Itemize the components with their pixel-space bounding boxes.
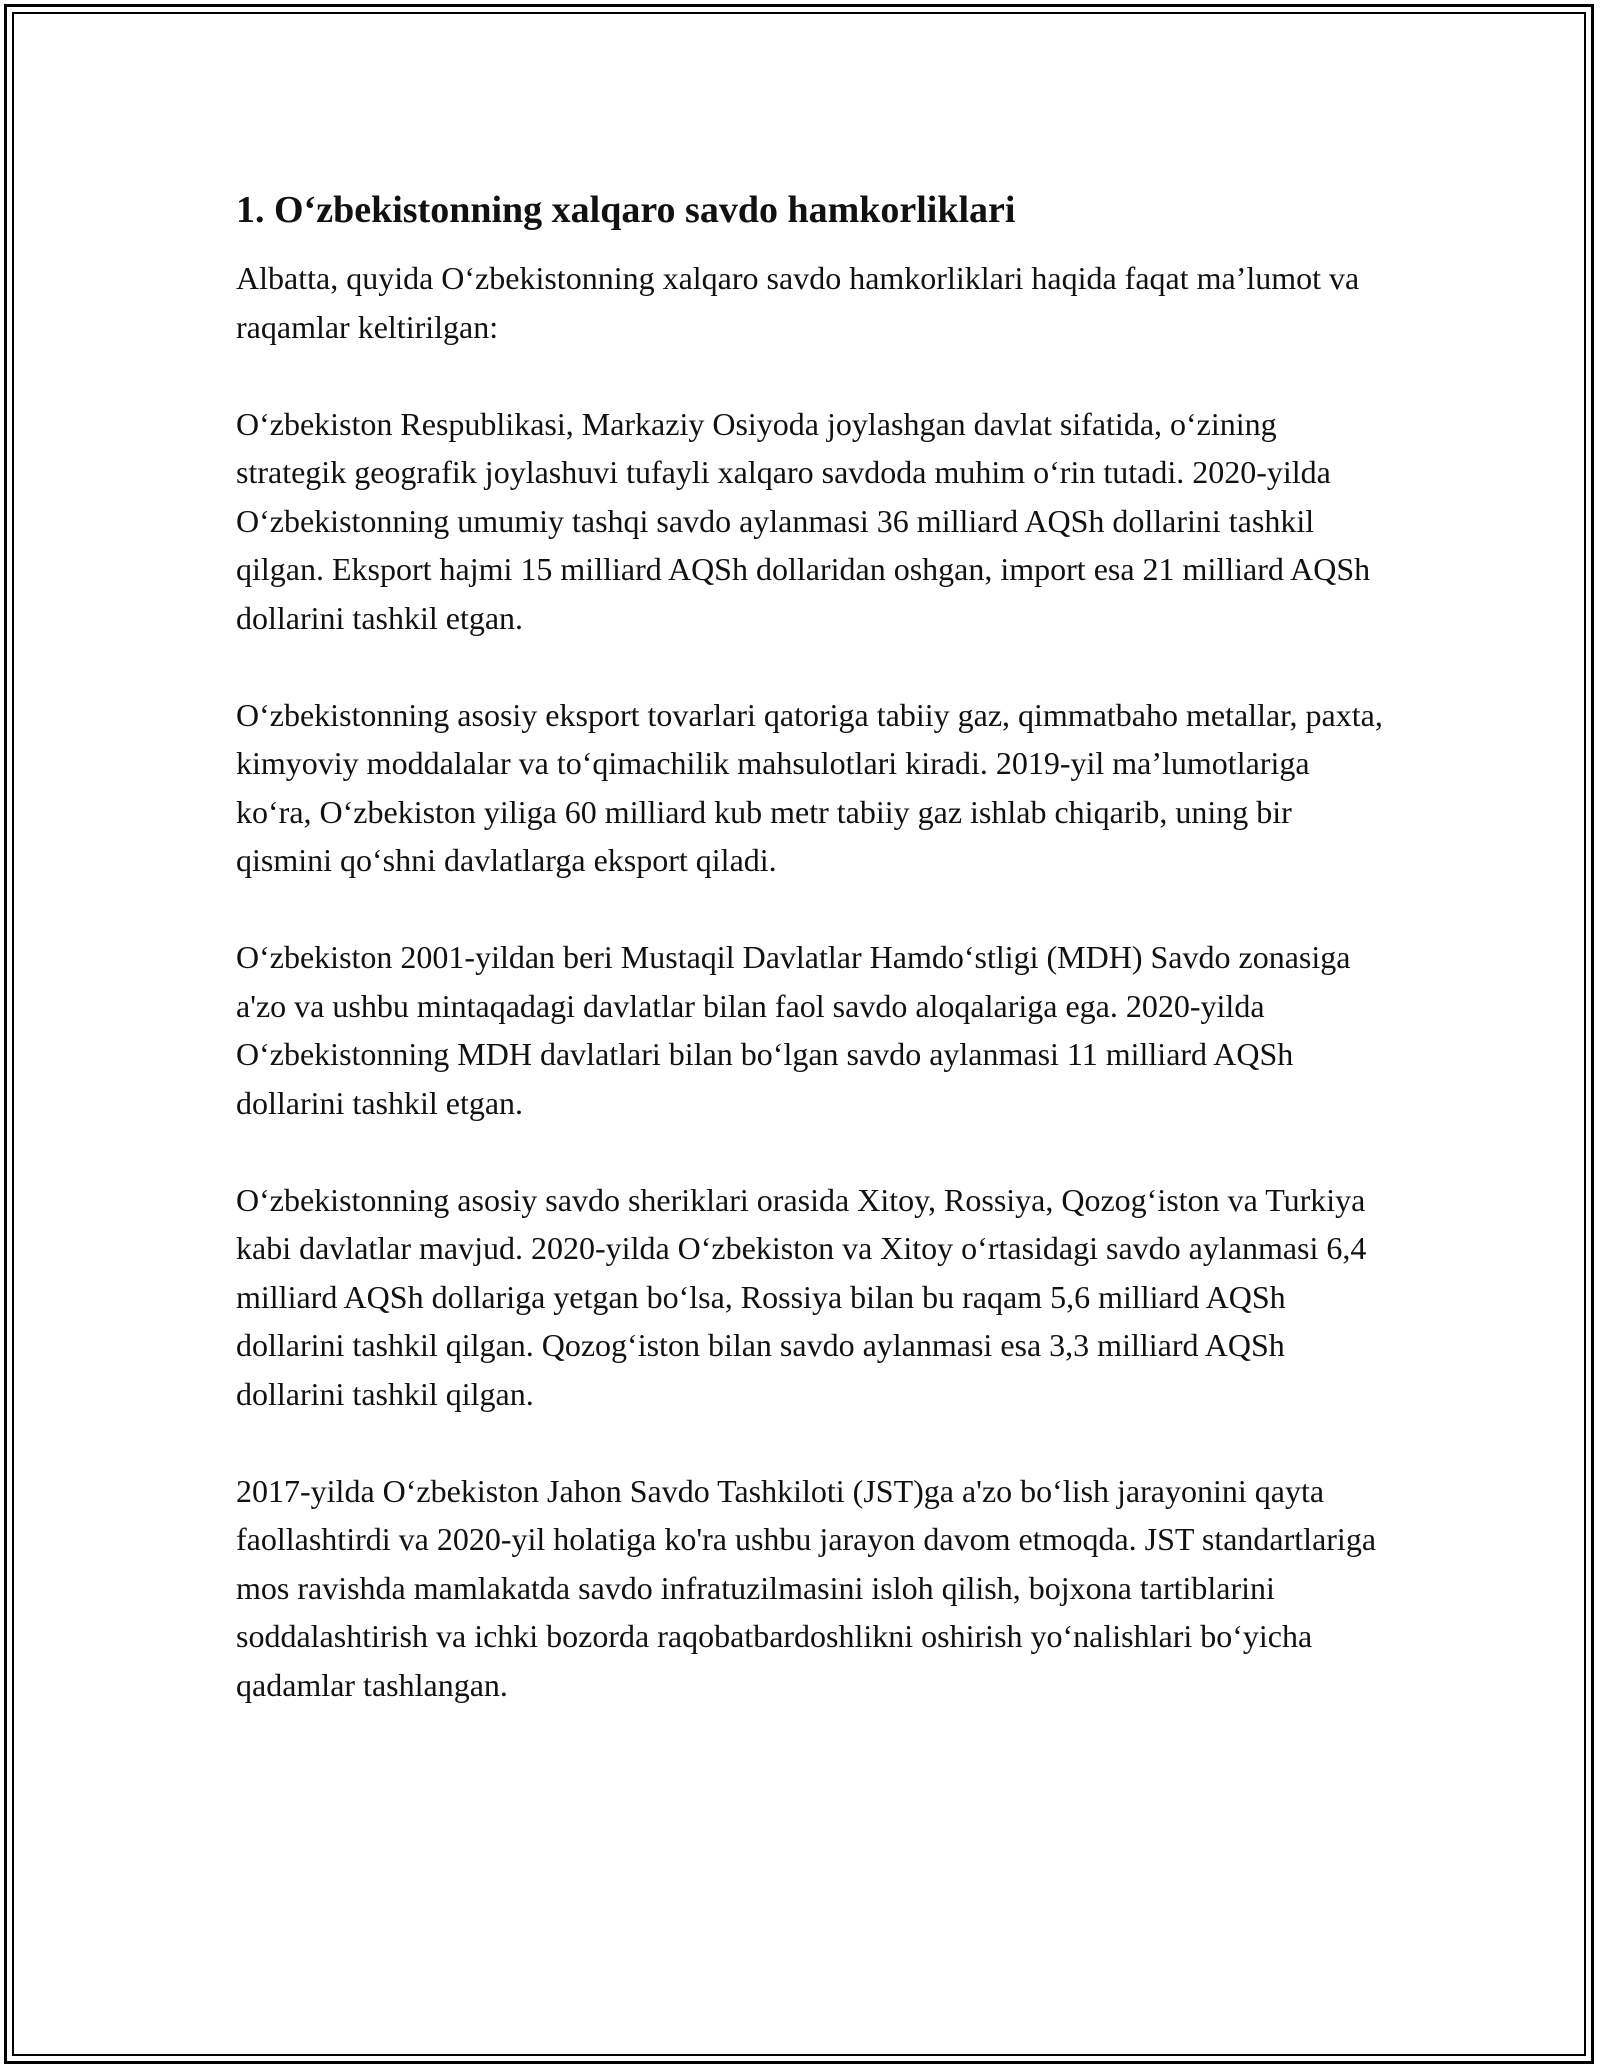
- paragraph-intro: Albatta, quyida O‘zbekistonning xalqaro savdo hamkorliklari haqida faqat ma’lumot va raqamlar keltirilgan:: [236, 260, 1360, 345]
- paragraph-wto: 2017-yilda O‘zbekiston Jahon Savdo Tashkiloti (JST)ga a'zo bo‘lish jarayonini qayta faollashtirdi va 2020-yil holatiga ko'ra ushbu jarayon davom etmoqda. JST standartlariga mos ravishda mamlakatda savdo infratuzilmasini isloh qilish, bojxona tartiblarini soddalashtirish va ichki bozorda raqobatbardoshlikni oshirish yo‘nalishlari bo‘yicha qadamlar tashlangan.: [236, 1472, 1377, 1703]
- document-body: [236, 186, 1386, 1758]
- paragraph-cis-trade: O‘zbekiston 2001-yildan beri Mustaqil Davlatlar Hamdo‘stligi (MDH) Savdo zonasiga a'zo va ushbu mintaqadagi davlatlar bilan faol savdo aloqalariga ega. 2020-yilda O‘zbekistonning MDH davlatlari bilan bo‘lgan savdo aylanmasi 11 milliard AQSh dollarini tashkil etgan.: [236, 939, 1351, 1121]
- document-title: 1. O‘zbekistonning xalqaro savdo hamkorliklari: [236, 189, 1016, 231]
- paragraph-trade-overview: O‘zbekiston Respublikasi, Markaziy Osiyoda joylashgan davlat sifatida, o‘zining strategik geografik joylashuvi tufayli xalqaro savdoda muhim o‘rin tutadi. 2020-yilda O‘zbekistonning umumiy tashqi savdo aylanmasi 36 milliard AQSh dollarini tashkil qilgan. Eksport hajmi 15 milliard AQSh dollaridan oshgan, import esa 21 milliard AQSh dollarini tashkil etgan.: [236, 405, 1371, 636]
- paragraph-export-goods: O‘zbekistonning asosiy eksport tovarlari qatoriga tabiiy gaz, qimmatbaho metallar, paxta, kimyoviy moddalalar va to‘qimachilik mahsulotlari kiradi. 2019-yil ma’lumotlariga ko‘ra, O‘zbekiston yiliga 60 milliard kub metr tabiiy gaz ishlab chiqarib, uning bir qismini qo‘shni davlatlarga eksport qiladi.: [236, 696, 1383, 878]
- paragraph-trade-partners: O‘zbekistonning asosiy savdo sheriklari orasida Xitoy, Rossiya, Qozog‘iston va Turkiya kabi davlatlar mavjud. 2020-yilda O‘zbekiston va Xitoy o‘rtasidagi savdo aylanmasi 6,4 milliard AQSh dollariga yetgan bo‘lsa, Rossiya bilan bu raqam 5,6 milliard AQSh dollarini tashkil qilgan. Qozog‘iston bilan savdo aylanmasi esa 3,3 milliard AQSh dollarini tashkil qilgan.: [236, 1181, 1367, 1412]
